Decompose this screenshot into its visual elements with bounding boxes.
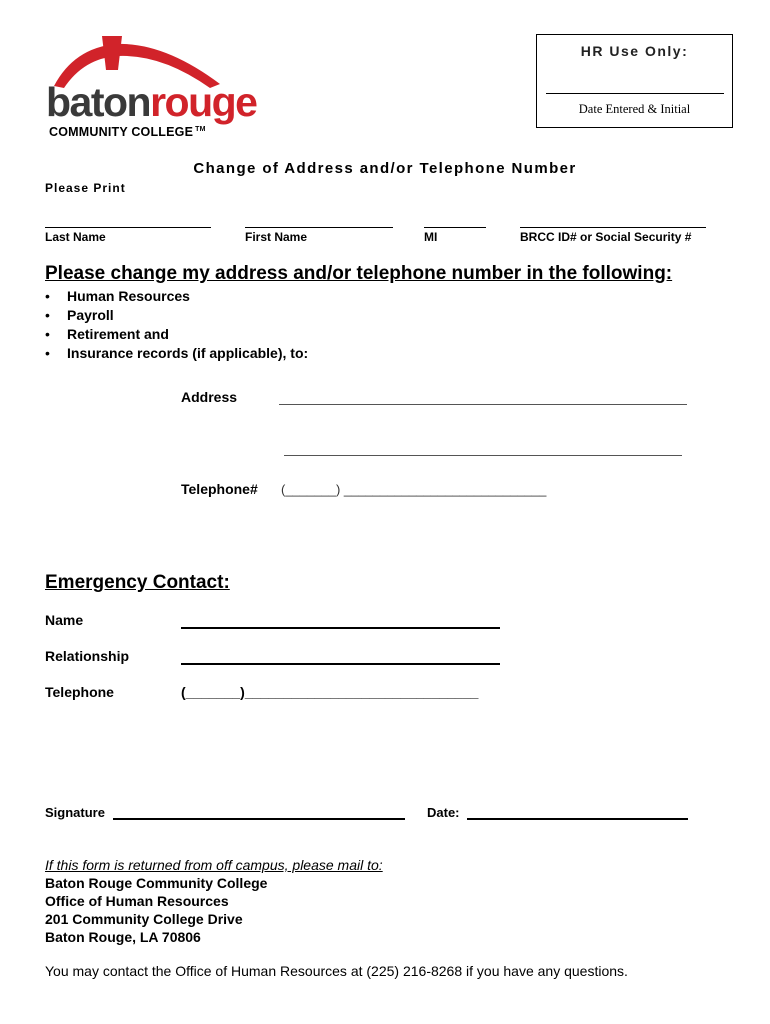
relationship-label: Relationship xyxy=(45,648,130,664)
signature-label: Signature xyxy=(45,805,105,820)
logo-subtitle-text: COMMUNITY COLLEGE xyxy=(49,125,194,139)
mailing-address-line: 201 Community College Drive xyxy=(45,911,243,927)
date-field[interactable] xyxy=(467,818,688,820)
emergency-telephone-label: Telephone xyxy=(45,684,114,700)
logo-word-rouge: rouge xyxy=(150,79,257,125)
telephone-label: Telephone# xyxy=(181,481,258,497)
form-title: Change of Address and/or Telephone Number xyxy=(193,160,577,177)
hr-use-only-box xyxy=(536,34,733,128)
hr-box-title: HR Use Only: xyxy=(580,43,689,59)
last-name-field[interactable] xyxy=(45,227,211,228)
mi-field[interactable] xyxy=(424,227,486,228)
mi-label: MI xyxy=(424,230,438,244)
list-item: • Human Resources xyxy=(45,287,308,306)
department-list xyxy=(45,287,308,363)
telephone-field[interactable]: (_______) ____________________________ xyxy=(281,482,547,497)
list-item: • Insurance records (if applicable), to: xyxy=(45,344,308,363)
id-label: BRCC ID# or Social Security # xyxy=(520,230,692,244)
first-name-field[interactable] xyxy=(245,227,393,228)
first-name-label: First Name xyxy=(245,230,308,244)
emergency-heading: Emergency Contact: xyxy=(45,572,230,593)
hr-date-label: Date Entered & Initial xyxy=(578,102,691,116)
mailing-address-line: Baton Rouge Community College xyxy=(45,875,268,891)
signature-field[interactable] xyxy=(113,818,405,820)
change-heading: Please change my address and/or telephone number in the following: xyxy=(45,263,673,284)
list-item: • Retirement and xyxy=(45,325,308,344)
date-label: Date: xyxy=(427,805,460,820)
emergency-name-label: Name xyxy=(45,612,84,628)
logo-wordmark xyxy=(46,79,257,125)
mailing-address-line: Baton Rouge, LA 70806 xyxy=(45,929,201,945)
mailing-address-line: Office of Human Resources xyxy=(45,893,229,909)
logo-trademark: TM xyxy=(195,125,206,133)
address-line-1-field[interactable] xyxy=(279,404,687,405)
relationship-field[interactable] xyxy=(181,663,500,665)
emergency-name-field[interactable] xyxy=(181,627,500,629)
last-name-label: Last Name xyxy=(45,230,106,244)
emergency-telephone-field[interactable]: (_______)______________________________ xyxy=(181,684,479,700)
list-item: • Payroll xyxy=(45,306,308,325)
logo-word-baton: baton xyxy=(46,79,151,125)
contact-note: You may contact the Office of Human Resources at (225) 216-8268 if you have any questions. xyxy=(45,963,628,979)
please-print-note: Please Print xyxy=(45,181,126,195)
mailing-note: If this form is returned from off campus, please mail to: xyxy=(45,857,383,873)
address-line-2-field[interactable] xyxy=(284,455,682,456)
logo-subtitle xyxy=(49,125,206,139)
address-label: Address xyxy=(181,389,238,405)
hr-entry-line[interactable] xyxy=(546,93,724,94)
id-field[interactable] xyxy=(520,227,706,228)
